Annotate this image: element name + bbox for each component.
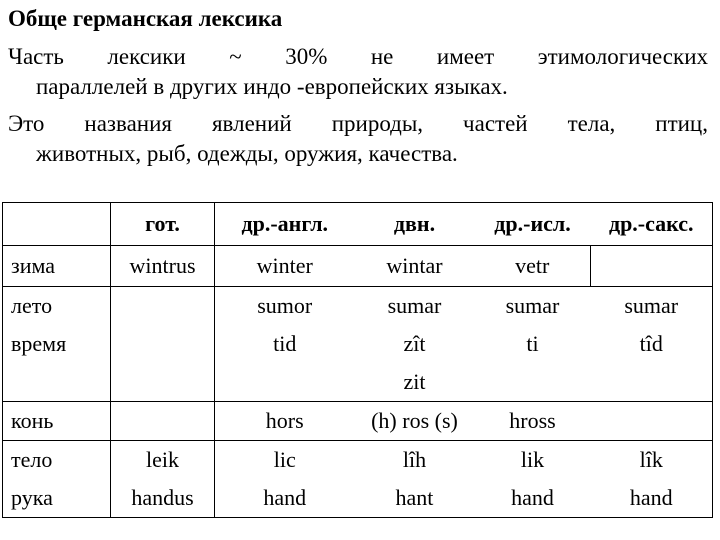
lexicon-table — [2, 202, 713, 518]
paragraph-1 — [8, 42, 708, 102]
table-cell: hors — [215, 402, 355, 441]
paragraph-2 — [8, 109, 708, 169]
table-cell — [111, 402, 215, 441]
table-cell: winter — [215, 246, 355, 287]
paragraph-line: параллелей в других индо -европейских языках. — [36, 74, 508, 99]
header-cell-old-english: др.-англ. — [215, 203, 355, 246]
table-cell: lic — [215, 441, 355, 480]
table-row — [3, 441, 713, 480]
cell-line: zit — [403, 369, 426, 394]
table-cell: tîd — [591, 325, 713, 402]
header-cell-ohg: двн. — [355, 203, 475, 246]
table-cell: hross — [475, 402, 591, 441]
table-cell: lik — [475, 441, 591, 480]
paragraph-line: Часть лексики ~ 30% не имеет этимологических — [8, 44, 708, 69]
table-row — [3, 246, 713, 287]
table-header-row — [3, 203, 713, 246]
paragraph-line: Это названия явлений природы, частей тела, птиц, — [8, 111, 708, 136]
header-cell-old-saxon: др.-сакс. — [591, 203, 713, 246]
row-word: конь — [3, 402, 111, 441]
table-cell: hand — [215, 479, 355, 518]
table-cell: sumor — [215, 287, 355, 326]
table-cell: wintar — [355, 246, 475, 287]
table-row — [3, 479, 713, 518]
table-cell — [111, 325, 215, 402]
table-cell: hant — [355, 479, 475, 518]
header-cell-old-norse: др.-исл. — [475, 203, 591, 246]
table-cell: tid — [273, 331, 297, 356]
cell-line: zît — [403, 331, 426, 356]
table-cell: handus — [111, 479, 215, 518]
table-cell — [591, 246, 713, 287]
table-cell — [591, 402, 713, 441]
table-cell: ti — [526, 331, 539, 356]
table-row — [3, 402, 713, 441]
table-cell: sumar — [591, 287, 713, 326]
table-cell: (h) ros (s) — [355, 402, 475, 441]
table-cell: hand — [475, 479, 591, 518]
page-title: Обще германская лексика — [8, 6, 283, 31]
row-word: тело — [3, 441, 111, 480]
table-row — [3, 287, 713, 326]
row-word: зима — [3, 246, 111, 287]
table-cell: vetr — [475, 246, 591, 287]
header-cell-got: гот. — [111, 203, 215, 246]
row-word: лето — [3, 287, 111, 326]
row-word: рука — [3, 479, 111, 518]
table-cell: sumar — [355, 287, 475, 326]
table-cell: leik — [111, 441, 215, 480]
paragraph-line: животных, рыб, одежды, оружия, качества. — [36, 141, 458, 166]
header-cell-empty — [3, 203, 111, 246]
table-cell-multiline — [355, 325, 475, 402]
row-word: время — [3, 325, 111, 402]
table-cell: hand — [591, 479, 713, 518]
table-cell: sumar — [475, 287, 591, 326]
table-cell: lîk — [591, 441, 713, 480]
table-cell — [111, 287, 215, 326]
table-cell: wintrus — [111, 246, 215, 287]
table-row — [3, 325, 713, 402]
table-cell: lîh — [355, 441, 475, 480]
